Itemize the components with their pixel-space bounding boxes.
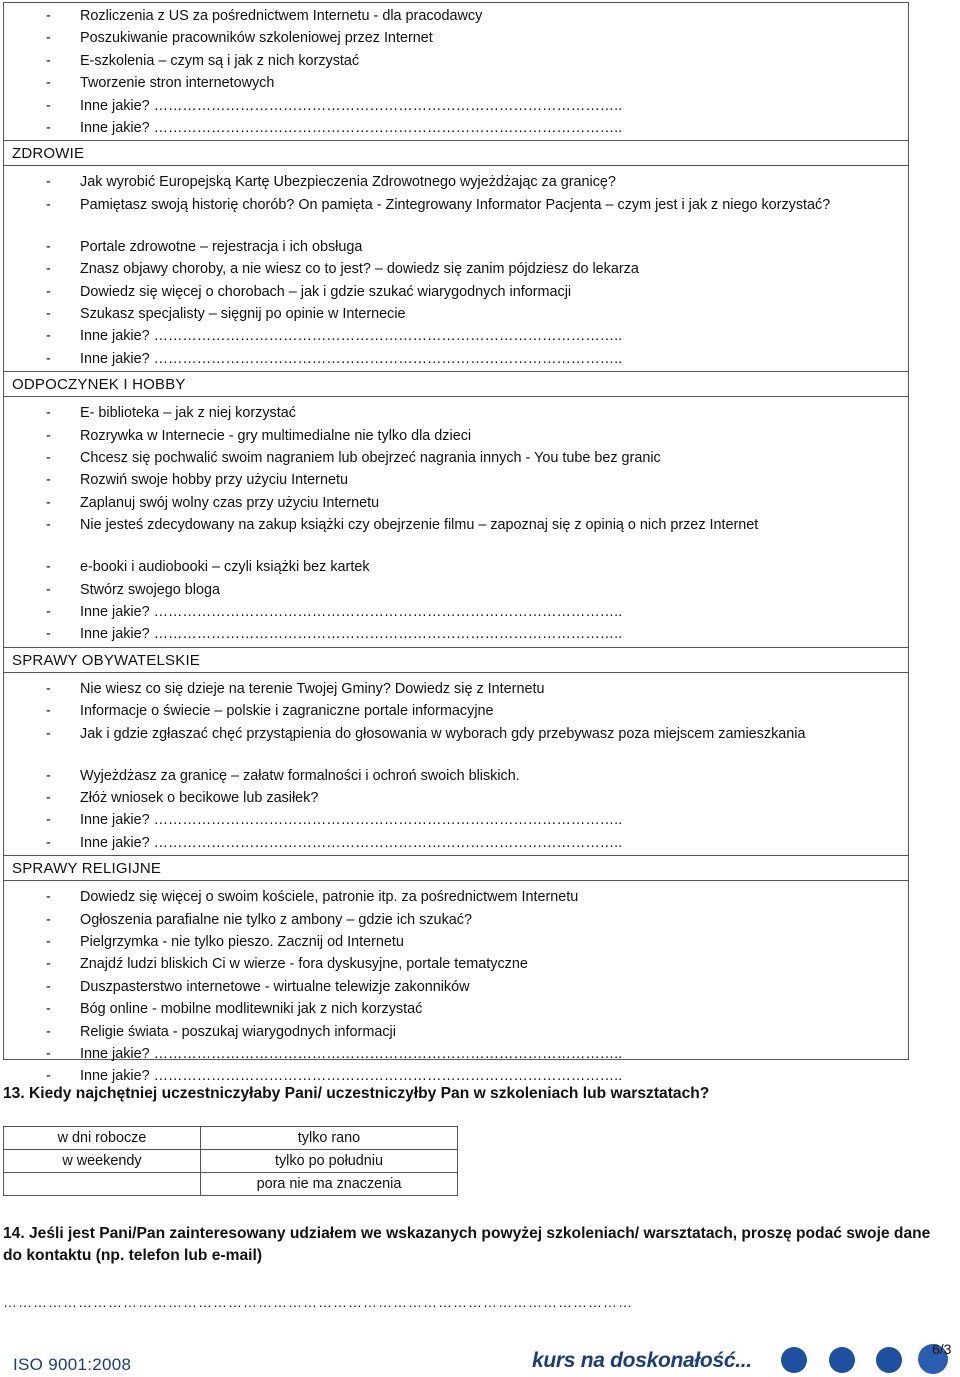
list-item-text: Pielgrzymka - nie tylko pieszo. Zacznij od Internetu [80, 934, 404, 950]
list-item-text: Inne jakie? …………………………………………………………………………………….. [80, 120, 623, 136]
list-item [4, 601, 908, 623]
list-item-text: Poszukiwanie pracowników szkoleniowej przez Internet [80, 30, 433, 47]
list-item [4, 556, 908, 578]
list-item [4, 678, 908, 700]
bullet-dash: - [46, 261, 51, 278]
bullet-dash: - [46, 450, 51, 466]
table-cell[interactable]: w dni robocze [4, 1127, 201, 1150]
list-item-text: Dowiedz się więcej o chorobach – jak i gdzie szukać wiarygodnych informacji [80, 283, 572, 300]
time-preference-table [3, 1126, 458, 1196]
list-item-text: Rozrywka w Internecie - gry multimedialne nie tylko dla dzieci [80, 427, 472, 444]
bullet-dash: - [46, 174, 51, 191]
list-item [4, 909, 908, 931]
bullet-dash: - [46, 120, 51, 136]
table-row [4, 1127, 458, 1150]
table-row [4, 1173, 458, 1196]
bullet-dash: - [46, 196, 51, 213]
list-item [4, 303, 908, 325]
list-item-text: Stwórz swojego bloga [80, 581, 220, 598]
list-item-text: Bóg online - mobilne modlitewniki jak z nich korzystać [80, 1001, 423, 1018]
list-item [4, 514, 908, 556]
survey-options-box [3, 2, 909, 1085]
list-item [4, 1021, 908, 1043]
list-item [4, 492, 908, 514]
question-13: 13. Kiedy najchętniej uczestniczyłaby Pani/ uczestniczyłby Pan w szkoleniach lub warsztatach? [3, 1085, 710, 1102]
list-item-text: Duszpasterstwo internetowe - wirtualne telewizje zakonników [80, 978, 470, 995]
bullet-dash: - [46, 581, 51, 598]
list-item [4, 95, 908, 117]
list-item [4, 700, 908, 722]
bullet-dash: - [46, 934, 51, 950]
logo-circle-1 [781, 1347, 807, 1373]
list-item [4, 258, 908, 280]
logo-circle-3 [876, 1347, 902, 1373]
list-item [4, 171, 908, 193]
bullet-dash: - [46, 75, 51, 92]
list-item-text: Informacje o świecie – polskie i zagraniczne portale informacyjne [80, 703, 494, 720]
contact-answer-line[interactable]: ……………………………………………………………………………………………………………… [3, 1294, 633, 1310]
list-item-text: Pamiętasz swoją historię chorób? On pamięta - Zintegrowany Informator Pacjenta – czym jest i jak z niego korzystać? [80, 196, 831, 213]
bullet-dash: - [46, 1046, 51, 1062]
table-cell[interactable]: w weekendy [4, 1150, 201, 1173]
list-item [4, 348, 908, 370]
bullet-dash: - [46, 834, 51, 851]
list-item-text: Znasz objawy choroby, a nie wiesz co to jest? – dowiedz się zanim pójdziesz do lekarza [80, 261, 639, 278]
list-item [4, 886, 908, 908]
bullet-dash: - [46, 238, 51, 255]
list-item-text: Inne jakie? …………………………………………………………………………………….. [80, 626, 623, 643]
list-item-text: Portale zdrowotne – rejestracja i ich obsługa [80, 238, 363, 255]
list-item-text: Inne jakie? …………………………………………………………………………………….. [80, 328, 623, 345]
list-item-text: E-szkolenia – czym są i jak z nich korzystać [80, 52, 360, 69]
list-item-text: Inne jakie? …………………………………………………………………………………….. [80, 1046, 623, 1062]
section-header: ZDROWIE [4, 140, 908, 166]
page-number: 6/3 [932, 1341, 952, 1357]
bullet-dash: - [46, 427, 51, 444]
bullet-dash: - [46, 812, 51, 829]
bullet-dash: - [46, 911, 51, 928]
list-item-text: Inne jakie? …………………………………………………………………………………….. [80, 834, 623, 851]
list-item [4, 723, 908, 765]
bullet-dash: - [46, 889, 51, 906]
list-item-text: Nie jesteś zdecydowany na zakup książki czy obejrzenie filmu – zapoznaj się z opinią o nich przez Internet [80, 517, 759, 534]
bullet-dash: - [46, 97, 51, 114]
list-item-text: Wyjeżdżasz za granicę – załatw formalności i ochroń swoich bliskich. [80, 767, 520, 784]
list-item-text: Ogłoszenia parafialne nie tylko z ambony – gdzie ich szukać? [80, 911, 472, 928]
list-item [4, 447, 908, 469]
list-item [4, 1043, 908, 1065]
list-item [4, 976, 908, 998]
page-footer [0, 1340, 960, 1377]
list-item-text: Inne jakie? …………………………………………………………………………………….. [80, 604, 623, 620]
iso-certification-label: ISO 9001:2008 [13, 1355, 132, 1374]
list-item-text: Dowiedz się więcej o swoim kościele, patronie itp. za pośrednictwem Internetu [80, 889, 579, 906]
list-item [4, 931, 908, 953]
list-item [4, 832, 908, 854]
list-item-text: Jak i gdzie zgłaszać chęć przystąpienia do głosowania w wyborach gdy przebywasz poza miejscem zamieszkania [80, 725, 806, 742]
section-header: SPRAWY RELIGIJNE [4, 855, 908, 881]
bullet-dash: - [46, 405, 51, 422]
list-item-text: E- biblioteka – jak z niej korzystać [80, 405, 296, 422]
bullet-dash: - [46, 767, 51, 784]
list-item-text: Rozliczenia z US za pośrednictwem Internetu - dla pracodawcy [80, 8, 483, 24]
list-item [4, 325, 908, 347]
bullet-dash: - [46, 517, 51, 534]
list-item [4, 953, 908, 975]
list-item [4, 281, 908, 303]
bullet-dash: - [46, 559, 51, 576]
list-item [4, 27, 908, 49]
question-14: 14. Jeśli jest Pani/Pan zainteresowany udziałem we wskazanych powyżej szkoleniach/ warsztatach, proszę podać swoje dane do kontaktu (np. telefon lub e-mail) [3, 1225, 931, 1264]
list-item [4, 117, 908, 139]
bullet-dash: - [46, 703, 51, 720]
section-header: SPRAWY OBYWATELSKIE [4, 647, 908, 673]
bullet-dash: - [46, 1001, 51, 1018]
bullet-dash: - [46, 472, 51, 489]
brand-logo: kurs na doskonałość... [532, 1349, 752, 1372]
list-item-text: Inne jakie? …………………………………………………………………………………….. [80, 350, 623, 367]
bullet-dash: - [46, 956, 51, 973]
bullet-dash: - [46, 328, 51, 345]
bullet-dash: - [46, 1068, 51, 1085]
bullet-dash: - [46, 306, 51, 322]
bullet-dash: - [46, 725, 51, 742]
list-item-text: Rozwiń swoje hobby przy użyciu Internetu [80, 472, 348, 489]
list-item [4, 623, 908, 645]
table-cell[interactable] [4, 1173, 201, 1196]
list-item-text: Inne jakie? …………………………………………………………………………………….. [80, 1068, 623, 1085]
list-item [4, 425, 908, 447]
list-item-text: Chcesz się pochwalić swoim nagraniem lub obejrzeć nagrania innych - You tube bez granic [80, 450, 661, 466]
list-item-text: Szukasz specjalisty – sięgnij po opinie w Internecie [80, 306, 406, 322]
table-cell[interactable]: pora nie ma znaczenia [201, 1173, 458, 1196]
bullet-dash: - [46, 626, 51, 643]
section-header: ODPOCZYNEK I HOBBY [4, 371, 908, 397]
table-row [4, 1150, 458, 1173]
logo-circle-2 [829, 1347, 855, 1373]
bullet-dash: - [46, 494, 51, 511]
list-item-text: Inne jakie? …………………………………………………………………………………….. [80, 812, 623, 829]
list-item-text: e-booki i audiobooki – czyli książki bez kartek [80, 559, 370, 576]
list-item [4, 787, 908, 809]
bullet-dash: - [46, 604, 51, 620]
list-item-text: Inne jakie? …………………………………………………………………………………….. [80, 97, 623, 114]
bullet-dash: - [46, 52, 51, 69]
list-item [4, 469, 908, 491]
list-item [4, 402, 908, 424]
table-cell[interactable]: tylko po południu [201, 1150, 458, 1173]
list-item-text: Religie świata - poszukaj wiarygodnych informacji [80, 1023, 396, 1040]
list-item-text: Nie wiesz co się dzieje na terenie Twojej Gminy? Dowiedz się z Internetu [80, 680, 545, 697]
table-cell[interactable]: tylko rano [201, 1127, 458, 1150]
list-item [4, 194, 908, 236]
list-item [4, 765, 908, 787]
bullet-dash: - [46, 680, 51, 697]
bullet-dash: - [46, 790, 51, 806]
list-item-text: Zaplanuj swój wolny czas przy użyciu Internetu [80, 494, 380, 511]
list-item [4, 5, 908, 27]
list-item [4, 236, 908, 258]
bullet-dash: - [46, 8, 51, 24]
list-item-text: Tworzenie stron internetowych [80, 75, 275, 92]
bullet-dash: - [46, 1023, 51, 1040]
bullet-dash: - [46, 350, 51, 367]
list-item [4, 579, 908, 601]
list-item-text: Złóż wniosek o becikowe lub zasiłek? [80, 790, 319, 806]
bullet-dash: - [46, 30, 51, 47]
list-item [4, 998, 908, 1020]
list-item [4, 809, 908, 831]
list-item [4, 50, 908, 72]
bullet-dash: - [46, 283, 51, 300]
list-item [4, 72, 908, 94]
list-item-text: Jak wyrobić Europejską Kartę Ubezpieczenia Zdrowotnego wyjeżdżając za granicę? [80, 174, 616, 191]
list-item-text: Znajdź ludzi bliskich Ci w wierze - fora dyskusyjne, portale tematyczne [80, 956, 528, 973]
bullet-dash: - [46, 978, 51, 995]
